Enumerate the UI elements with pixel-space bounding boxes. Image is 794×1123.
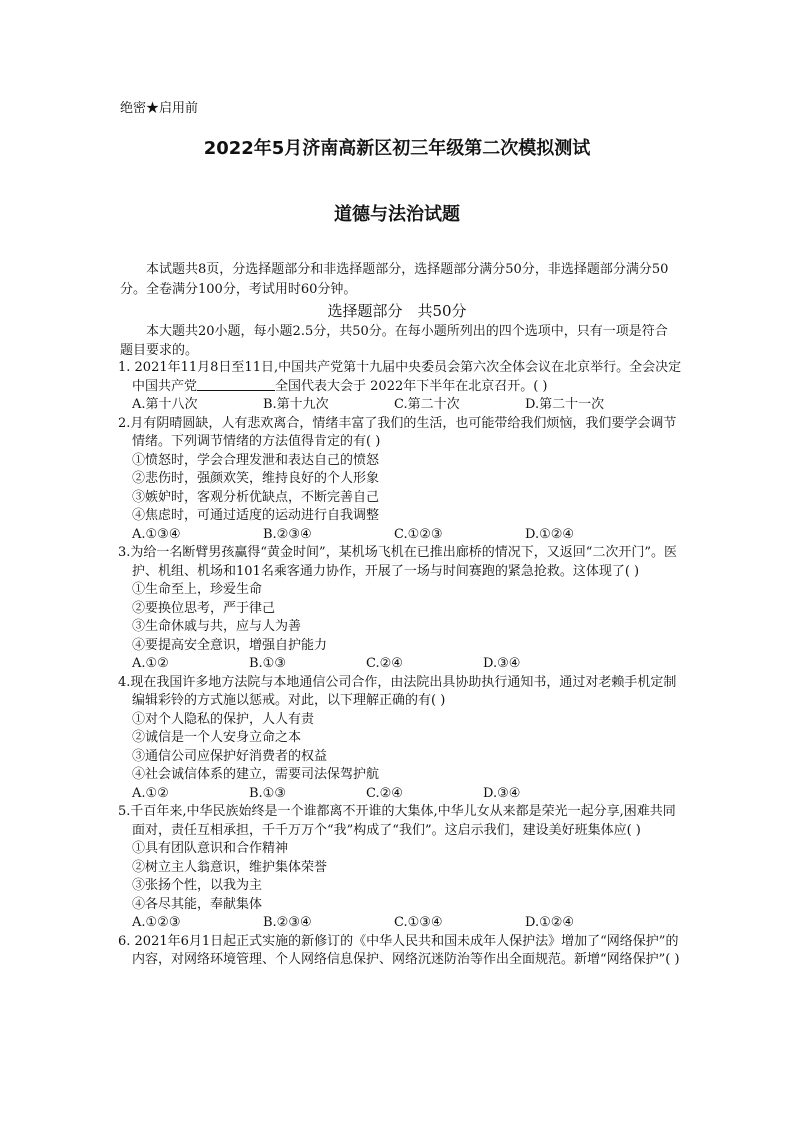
option: ①对个人隐私的保护，人人有责: [132, 711, 315, 727]
choice-a: A.①②: [132, 656, 169, 671]
exam-title: 2022年5月济南高新区初三年级第二次模拟测试: [203, 138, 591, 159]
option: ①具有团队意识和合作精神: [132, 841, 289, 856]
choice-row: [118, 526, 684, 545]
option: ④要提高安全意识，增强自护能力: [132, 637, 328, 653]
option: ③通信公司应保护好消费者的权益: [132, 748, 328, 764]
question-stem: 3.为给一名断臂男孩赢得“黄金时间”，某机场飞机在已推出廊桥的情况下，又返回“二次开门”。医护、机组、机场和101名乘客通力协作，开展了一场与时间赛跑的紧急抢救。这体现了( ): [118, 545, 677, 579]
choice-row: [118, 655, 684, 674]
section-description: 本大题共20小题，每小题2.5分，共50分。在每小题所列出的四个选项中，只有一项是符合题目要求的。: [120, 324, 668, 358]
question-stem: [118, 359, 684, 396]
choice-row: [118, 785, 684, 804]
question-1: [118, 359, 684, 415]
question-5: [118, 803, 684, 933]
secret-mark: 绝密★启用前: [120, 101, 199, 116]
question-stem: 5.千百年来,中华民族始终是一个谁都离不开谁的大集体,中华儿女从来都是荣光一起分享,困难共同面对，责任互相承担，千千万万个“我”构成了“我们”。这启示我们，建设美好班集体应( ): [118, 804, 676, 838]
choice-a: A.①②③: [132, 915, 181, 930]
choice-b: B.①③: [249, 785, 286, 801]
choice-c: C.②④: [366, 785, 403, 801]
stem-text: 1. 2021年11月8日至11日,中国共产党第十九届中央委员会第六次全体会议在北京举行。全会决定中国共产党: [118, 360, 682, 394]
option: ②要换位思考，严于律己: [132, 600, 276, 616]
question-list: [118, 359, 684, 970]
option: ④焦虑时，可通过适度的运动进行自我调整: [132, 508, 380, 523]
choice-d: D.①②④: [525, 526, 575, 542]
choice-c: C.第二十次: [394, 397, 460, 412]
option: ③生命休戚与共，应与人为善: [132, 619, 302, 634]
fill-blank: [197, 378, 275, 391]
question-3: [118, 544, 684, 674]
question-2: [118, 415, 684, 545]
choice-b: B.第十九次: [263, 397, 329, 412]
choice-b: B.①③: [249, 656, 286, 671]
exam-intro: 本试题共8页，分选择题部分和非选择题部分，选择题部分满分50分，非选择题部分满分50分。全卷满分100分，考试用时60分钟。: [120, 262, 669, 297]
choice-b: B.②③④: [263, 526, 312, 542]
option: ④各尽其能，奉献集体: [132, 896, 263, 912]
question-stem: 4.现在我国许多地方法院与本地通信公司合作，由法院出具协助执行通知书，通过对老赖手机定制编辑彩铃的方式施以惩戒。对此，以下理解正确的有( ): [118, 674, 677, 708]
choice-c: C.①③④: [394, 915, 443, 930]
choice-d: D.③④: [483, 785, 521, 801]
choice-row: [118, 914, 684, 933]
exam-subtitle: 道德与法治试题: [334, 204, 460, 225]
stem-text: 全国代表大会于 2022年下半年在北京召开。( ): [275, 378, 548, 394]
option: ①生命至上，珍爱生命: [132, 582, 263, 597]
option: ②悲伤时，强颜欢笑，维持良好的个人形象: [132, 471, 380, 486]
question-4: [118, 674, 684, 804]
option: ①愤怒时，学会合理发泄和表达自己的愤怒: [132, 452, 380, 468]
choice-d: D.①②④: [525, 915, 575, 930]
choice-d: D.③④: [483, 656, 521, 671]
question-stem: 6. 2021年6月1日起正式实施的新修订的《中华人民共和国未成年人保护法》增加了“网络保护”的内容，对网络环境管理、个人网络信息保护、网络沉迷防治等作出全面规范。新增“网络保护”( ): [118, 933, 680, 967]
choice-d: D.第二十一次: [525, 397, 605, 412]
question-stem: 2.月有阴晴圆缺，人有悲欢离合，情绪丰富了我们的生活，也可能带给我们烦恼，我们要学会调节情绪。下列调节情绪的方法值得肯定的有( ): [118, 415, 677, 449]
choice-a: A.①③④: [132, 526, 181, 542]
choice-row: [118, 396, 684, 415]
choice-a: A.第十八次: [132, 397, 198, 412]
section-heading: 选择题部分 共50分: [327, 302, 467, 320]
option: ②树立主人翁意识，维护集体荣誉: [132, 859, 328, 875]
choice-c: C.②④: [366, 656, 403, 671]
choice-a: A.①②: [132, 785, 169, 801]
option: ③嫉妒时，客观分析优缺点，不断完善自己: [132, 489, 380, 505]
question-6: [118, 933, 684, 970]
choice-c: C.①②③: [394, 526, 443, 542]
option: ④社会诚信体系的建立，需要司法保驾护航: [132, 767, 380, 782]
choice-b: B.②③④: [263, 915, 312, 930]
option: ③张扬个性，以我为主: [132, 878, 263, 893]
option: ②诚信是一个人安身立命之本: [132, 730, 302, 745]
